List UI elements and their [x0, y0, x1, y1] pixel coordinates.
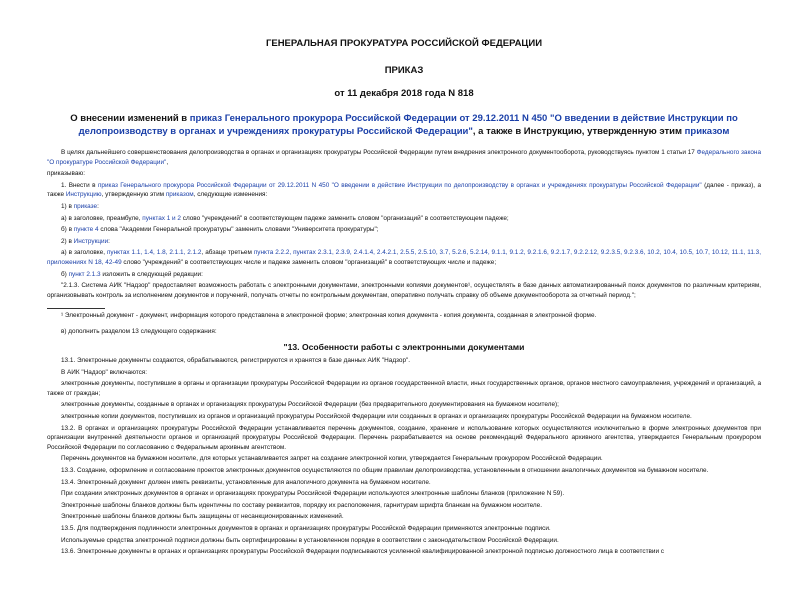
sub2-end: :: [108, 237, 110, 245]
section-paragraph: 13.2. В органах и организациях прокуратуры Российской Федерации устанавливается перечень документов, создание, хранение и использование которых осуществляются исключительно в форме электронных документов при организации внутренней деятельности органов и организаций прокуратуры Российской Федерации. Перечень разрабатывается на основе рекомендаций Федерального архивного агентства, утверждается Генеральным прокурором Российской Федерации по согласованию с Федеральным архивным агентством.: [47, 424, 761, 451]
section-paragraph: Электронные шаблоны бланков должны быть защищены от несанкционированных изменений.: [61, 513, 344, 521]
section-paragraph: 13.4. Электронный документ должен иметь реквизиты, установленные для аналогичного документа на бумажном носителе.: [61, 478, 431, 486]
document-page: [0, 38, 807, 609]
sub1-text: 1) в: [61, 202, 74, 210]
section-paragraph: 13.5. Для подтверждения подлинности электронных документов в органах и организациях прокуратуры Российской Федерации применяются электронные подписи.: [61, 525, 551, 532]
item1-text-d: , следующие изменения:: [193, 191, 268, 199]
point-4-link[interactable]: пункте 4: [73, 226, 99, 234]
sub1b-end: слова "Академии Генеральной прокуратуры" заменить словами "Университета прокуратуры";: [98, 226, 379, 234]
item1-text-c: , утвержденную этим: [101, 191, 166, 199]
section-13-title: "13. Особенности работы с электронными документами: [283, 341, 525, 352]
sub2b-text: б): [61, 270, 69, 278]
document-body: [47, 148, 761, 557]
sub2a-text-b: , абзаце третьем: [201, 249, 254, 257]
section-paragraph: электронные документы, поступившие в органы и организации прокуратуры Российской Федерации из органов государственной власти, иных государственных органов, органов местного самоуправления, учреждений и организаций, а также от граждан;: [47, 380, 761, 397]
section-paragraph: электронные документы, созданные в органах и организациях прокуратуры Российской Федерации (без предварительного документирования на бумажном носителе);: [61, 401, 559, 409]
section-paragraph: При создании электронных документов в органах и организациях прокуратуры Российской Федерации используются электронные шаблоны бланков (приложение N 59).: [61, 490, 565, 498]
paragraph-sub-2b: [47, 270, 761, 280]
subject-order-link-2[interactable]: приказом: [684, 126, 730, 137]
subject-mid: , а также в Инструкцию, утвержденную этим: [472, 126, 685, 137]
section-paragraph: 13.6. Электронные документы в органах и организациях прокуратуры Российской Федерации подписываются усиленной квалифицированной электронной подписью должностного лица в соответствии с: [61, 548, 665, 556]
paragraph-sub-1a: [47, 214, 761, 224]
order-ref-link[interactable]: приказе: [73, 202, 98, 210]
sub1b-text: б) в: [61, 226, 74, 234]
footnote-divider: [47, 308, 105, 309]
order-450-link[interactable]: приказ Генерального прокурора Российской Федерации от 29.12.2011 N 450 "О введении в действие Инструкции по делопроизводству в органах и учреждениях прокуратуры Российской Федерации": [97, 181, 702, 189]
section-paragraph: Перечень документов на бумажном носителе, для которых устанавливается запрет на создание электронной копии, утверждается Генеральным прокурором Российской Федерации.: [61, 455, 603, 463]
paragraph-sub-2a: [47, 248, 761, 267]
paragraph-sub-2c: в) дополнить разделом 13 следующего содержания:: [61, 327, 217, 335]
paragraph-quote-2-1-3: "2.1.3. Система АИК "Надзор" предоставляет возможность работать с электронными документами, электронными копиями документов¹, осуществлять в базе данных автоматизированный поиск документов по различным критериям, организовывать контроль за исполнением документов и поручений, получать отчеты по контрольным документам, оперативно получать справку об объеме документооборота за отчетный период.";: [47, 282, 761, 299]
sub2a-text: а) в заголовке,: [61, 249, 107, 257]
order-link[interactable]: приказом: [165, 191, 194, 199]
preamble-end: ,: [166, 158, 169, 166]
footnote: ¹ Электронный документ - документ, информация которого представлена в электронной форме; электронная копия документа - копия документа, созданная в электронной форме.: [61, 312, 597, 320]
paragraph-sub-1b: [47, 225, 761, 235]
federal-law-link[interactable]: Федерального закона "О прокуратуре Российской Федерации": [47, 149, 761, 166]
sub1-end: :: [97, 202, 99, 210]
paragraph-order: приказываю:: [47, 170, 85, 178]
subject-order-link[interactable]: приказ Генерального прокурора Российской Федерации от 29.12.2011 N 450 "О введении в действие Инструкции по делопроизводству в органах и учреждениях прокуратуры Российской Федерации": [78, 113, 738, 137]
subject-prefix: О внесении изменений в: [70, 113, 190, 124]
section-paragraph: В АИК "Надзор" включаются:: [61, 368, 148, 376]
point-2-1-3-link[interactable]: пункт 2.1.3: [68, 270, 101, 278]
preamble-text: В целях дальнейшего совершенствования делопроизводства в органах и организациях прокуратуры Российской Федерации путем внедрения электронного документооборота, руководствуясь пунктом 1 статьи 17: [61, 149, 697, 156]
section-paragraph: Электронные шаблоны бланков должны быть идентичны по составу реквизитов, порядку их расположения, гарнитурам шрифта бланкам на бумажном носителе.: [61, 501, 542, 509]
sub2-text: 2) в: [61, 237, 74, 245]
paragraph-sub-2: [47, 237, 761, 247]
sub2a-end: слово "учреждений" в соответствующих числе и падеже заменить словом "организаций" в соответствующих числе и падеже;: [121, 258, 497, 266]
section-paragraph: электронные копии документов, поступивших из органов и организаций прокуратуры Российской Федерации или созданных в органах и организациях прокуратуры Российской Федерации на бумажном носителе.: [61, 413, 692, 421]
instruction-link[interactable]: Инструкцию: [65, 191, 102, 199]
points-1-2-link[interactable]: пунктах 1 и 2: [142, 214, 181, 222]
doc-date-number: от 11 декабря 2018 года N 818: [334, 88, 474, 99]
points-list-link-2[interactable]: пункта 2.2.2, пунктах 2.3.1, 2.3.9, 2.4.1.4, 2.4.2.1, 2.5.5, 2.5.10, 3.7, 5.2.6, 5.2.14, 9.1.1, 9.1.2, 9.2.1.6, 9.2.1.7, 9.2.2.12, 9.2.3.5, 9.2.3.6, 10.2, 10.4, 10.5, 10.7, 10.12, 11.1, 11.3, приложениях N 18, 42-49: [47, 249, 761, 266]
org-name: ГЕНЕРАЛЬНАЯ ПРОКУРАТУРА РОССИЙСКОЙ ФЕДЕРАЦИИ: [265, 38, 543, 49]
sub1a-end: слово "учреждений" в соответствующем падеже заменить словом "организаций" в соответствующем падеже;: [180, 214, 509, 222]
doc-type: ПРИКАЗ: [384, 65, 424, 76]
instruction-ref-link[interactable]: Инструкции: [73, 237, 109, 245]
sub2b-end: изложить в следующей редакции:: [100, 270, 203, 278]
points-list-link[interactable]: пунктах 1.1, 1.4, 1.8, 2.1.1, 2.1.2: [106, 249, 202, 257]
sub1a-text: а) в заголовке, преамбуле,: [61, 214, 143, 222]
paragraph-item-1: [47, 181, 761, 200]
document-subject: [47, 112, 761, 138]
section-paragraph: 13.3. Создание, оформление и согласование проектов электронных документов осуществляются по общим правилам делопроизводства, установленным в отношении аналогичных документов на бумажном носителе.: [61, 467, 709, 475]
section-paragraph: 13.1. Электронные документы создаются, обрабатываются, регистрируются и хранятся в базе данных АИК "Надзор".: [61, 357, 411, 365]
paragraph-sub-1: [47, 202, 761, 212]
item1-text-b: (далее - приказ), а также: [47, 181, 762, 199]
section-paragraph: Используемые средства электронной подписи должны быть сертифицированы в установленном порядке в соответствии с законодательством Российской Федерации.: [61, 536, 559, 544]
paragraph-preamble: [47, 148, 761, 167]
item1-text: 1. Внести в: [61, 181, 98, 189]
